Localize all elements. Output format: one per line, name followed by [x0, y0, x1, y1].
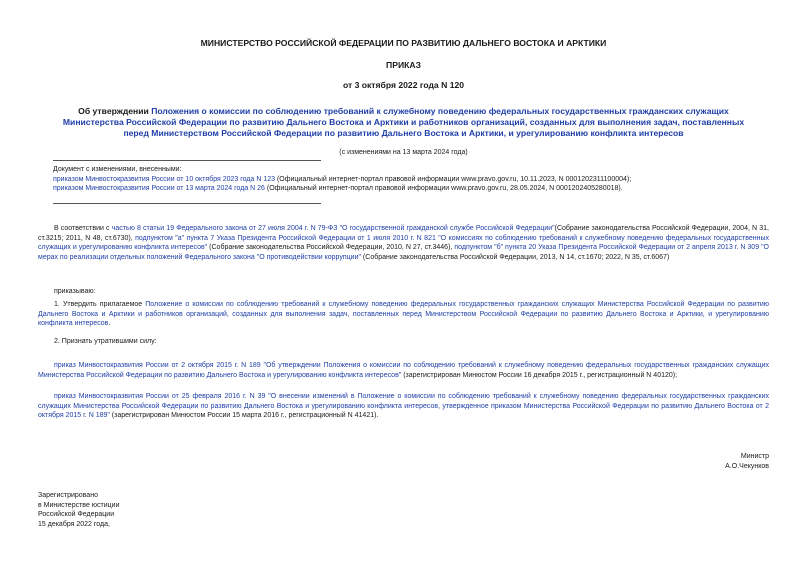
item-1-paragraph [38, 300, 769, 329]
preamble-link-3[interactable]: подпунктом "б" пункта 20 Указа Президента Российской Федерации от 2 апреля 2013 г. N 309 "О мерах по реализации отдельных положений Федерального закона "О противодействии коррупции" [38, 244, 770, 261]
signature-block [725, 452, 769, 471]
repeal-link-a[interactable]: приказ Минвостокразвития России от 2 октября 2015 г. N 189 "Об утверждении Положения о комиссии по соблюдению требований к служебному поведению федеральных государственных гражданских служащих Министерства Российской Федерации по развитию Дальнего Востока и урегулированию конфликта интересов" [38, 362, 769, 379]
change-item [53, 184, 753, 194]
order-word: приказываю: [54, 288, 96, 295]
registration-line: Российской Федерации [38, 511, 115, 518]
item-1-end: . [108, 320, 111, 327]
preamble-link-1[interactable]: частью 8 статьи 19 Федерального закона от 27 июля 2004 г. N 79-ФЗ "О государственной гражданской службе Российской Федерации" [111, 225, 555, 232]
changes-heading: Документ с изменениями, внесенными: [53, 166, 182, 173]
ministry-heading: МИНИСТЕРСТВО РОССИЙСКОЙ ФЕДЕРАЦИИ ПО РАЗВИТИЮ ДАЛЬНЕГО ВОСТОКА И АРКТИКИ [200, 38, 607, 48]
divider-bottom [53, 203, 321, 204]
signer-name: А.О.Чекунков [725, 462, 769, 470]
item-1-link[interactable]: Положение о комиссии по соблюдению требований к служебному поведению федеральных государственных гражданских служащих Министерства Российской Федерации по развитию Дальнего Востока и Арктики и работников организаций, созданных для выполнения задач, поставленных перед Министерством Российской Федерации по развитию Дальнего Востока и Арктики, и урегулированию конфликта интересов [38, 301, 769, 327]
registration-block [38, 491, 119, 529]
item-1-text: 1. Утвердить прилагаемое [54, 301, 146, 308]
doc-type: ПРИКАЗ [386, 60, 421, 70]
change-text-2: (Официальный интернет-портал правовой информации www.pravo.gov.ru, 28.05.2024, N 0001202405280018). [264, 185, 623, 192]
preamble-text-2: (Собрание законодательства Российской Федерации, 2004, N 31, ст.3215; 2011, N 48, ст.6730), [38, 225, 769, 242]
title-link[interactable]: Положения о комиссии по соблюдению требований к служебному поведению федеральных государственных гражданских служащих Министерства Российской Федерации по развитию Дальнего Востока и Арктики и работников организаций, созданных для выполнения задач, поставленных перед Министерством Российской Федерации по развитию Дальнего Востока и Арктики, и урегулированию конфликта интересов [62, 106, 745, 138]
item-2-heading: 2. Признать утратившими силу: [54, 338, 157, 345]
change-link-2[interactable]: приказом Минвостокразвития России от 13 марта 2024 года N 26 [53, 185, 265, 192]
change-link-1[interactable]: приказом Минвостокразвития России от 10 октября 2023 года N 123 [53, 175, 276, 183]
registration-line: Зарегистрировано [38, 492, 98, 499]
preamble-text-3: (Собрание законодательства Российской Федерации, 2010, N 27, ст.3446), [207, 244, 455, 251]
revision-note: (с изменениями на 13 марта 2024 года) [339, 149, 468, 156]
changes-block [53, 165, 753, 194]
signer-position: Министр [740, 453, 769, 460]
repeal-link-b[interactable]: приказ Минвостокразвития России от 25 февраля 2016 г. N 39 "О внесении изменений в Положение о комиссии по соблюдению требований к служебному поведению федеральных государственных гражданских служащих Министерства Российской Федерации по развитию Дальнего Востока и урегулированию конфликта интересов, утвержденное приказом Министерства Российской Федерации по развитию Дальнего Востока от 2 октября 2015 г. N 189" [38, 393, 769, 419]
repeal-text-a: (зарегистрирован Минюстом России 16 декабря 2015 г., регистрационный N 40120); [401, 371, 678, 379]
preamble-text-1: В соответствии с [54, 225, 112, 232]
preamble-paragraph [38, 224, 769, 262]
registration-line: 15 декабря 2022 года, [38, 520, 110, 528]
doc-date: от 3 октября 2022 года N 120 [342, 80, 465, 90]
repeal-text-b: (зарегистрирован Минюстом России 15 марта 2016 г., регистрационный N 41421). [109, 412, 379, 419]
repeal-item-a [38, 361, 769, 380]
repeal-item-b [38, 392, 769, 421]
change-item [53, 175, 753, 185]
title-prefix: Об утверждении [78, 106, 152, 116]
preamble-text-4: (Собрание законодательства Российской Федерации, 2013, N 14, ст.1670; 2022, N 35, ст.6067) [360, 253, 670, 261]
divider-top [53, 160, 321, 161]
preamble-link-2[interactable]: подпунктом "а" пункта 7 Указа Президента Российской Федерации от 1 июля 2010 г. N 821 "О комиссиях по соблюдению требований к служебному поведению федеральных государственных служащих и урегулированию конфликта интересов" [38, 234, 769, 251]
change-text-1: (Официальный интернет-портал правовой информации www.pravo.gov.ru, 10.11.2023, N 0001202311100004); [275, 175, 632, 183]
registration-line: в Министерстве юстиции [38, 501, 120, 509]
document-title [50, 106, 757, 139]
